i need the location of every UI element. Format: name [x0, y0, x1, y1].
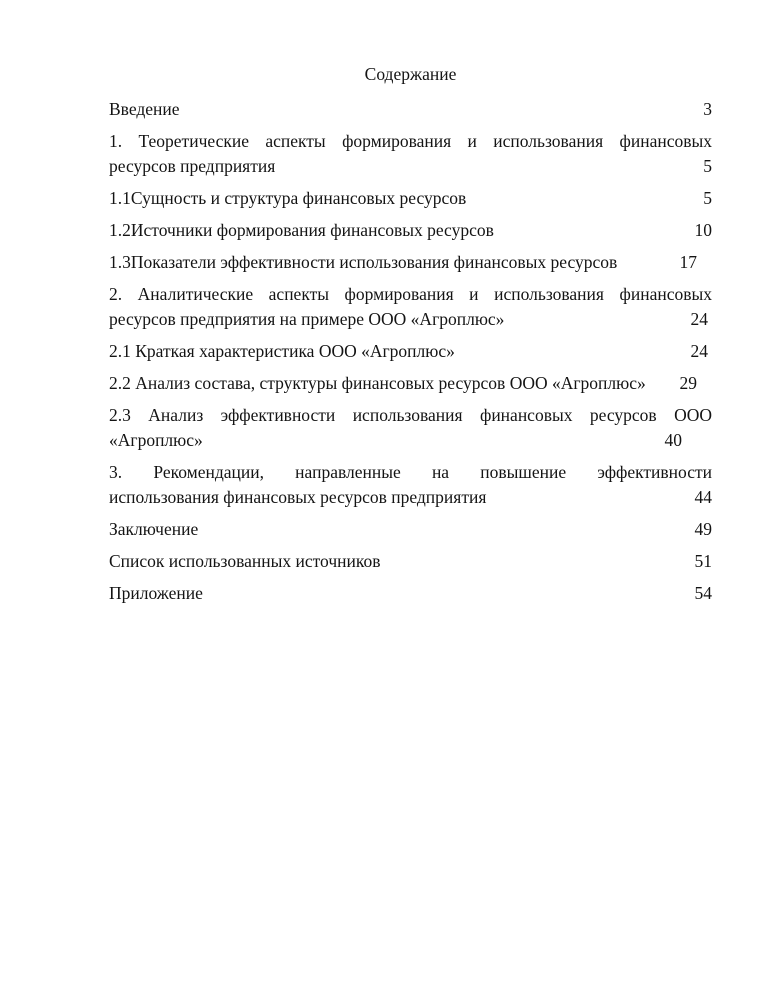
toc-entry-text	[109, 517, 712, 542]
toc-title: Содержание	[364, 64, 457, 84]
toc-entry	[109, 282, 712, 332]
toc-entries	[109, 97, 712, 606]
toc-page-number: 10	[694, 220, 712, 240]
toc-entry-text	[109, 403, 712, 453]
toc-entry-line: 1.3Показатели эффективности использования финансовых ресурсов	[109, 252, 618, 272]
toc-page-number: 44	[694, 487, 712, 507]
toc-entry-line: 1.2Источники формирования финансовых ресурсов	[109, 220, 494, 240]
toc-entry-line: 2.3 Анализ эффективности использования финансовых ресурсов ООО	[109, 405, 712, 425]
toc-entry-line: 1.1Сущность и структура финансовых ресурсов	[109, 188, 467, 208]
toc-entry	[109, 403, 712, 453]
toc-page-number: 17	[679, 252, 697, 272]
toc-entry-text	[109, 282, 712, 332]
toc-entry	[109, 339, 712, 364]
toc-page-number: 24	[690, 309, 708, 329]
toc-entry	[109, 250, 712, 275]
toc-entry-text	[109, 218, 712, 243]
toc-entry-line: Приложение	[109, 583, 203, 603]
toc-entry	[109, 97, 712, 122]
toc-content	[109, 62, 712, 606]
toc-entry-text	[109, 339, 712, 364]
toc-entry-line: 2.1 Краткая характеристика ООО «Агроплюс»	[109, 341, 455, 361]
toc-entry-text	[109, 97, 712, 122]
toc-entry-text	[109, 129, 712, 179]
toc-entry	[109, 517, 712, 542]
toc-page-number: 40	[664, 430, 682, 450]
toc-entry	[109, 218, 712, 243]
toc-entry-line: ресурсов предприятия на примере ООО «Агроплюс»	[109, 309, 505, 329]
toc-entry-text	[109, 549, 712, 574]
toc-entry-line: 2.2 Анализ состава, структуры финансовых ресурсов ООО «Агроплюс»	[109, 373, 646, 393]
toc-entry-line: «Агроплюс»	[109, 430, 203, 450]
toc-page-number: 49	[694, 519, 712, 539]
toc-entry-text	[109, 581, 712, 606]
toc-entry-text	[109, 460, 712, 510]
toc-page-number: 3	[703, 99, 712, 119]
toc-page-number: 24	[690, 341, 708, 361]
toc-entry	[109, 129, 712, 179]
toc-entry-line: использования финансовых ресурсов предприятия	[109, 487, 487, 507]
toc-entry	[109, 549, 712, 574]
toc-entry-line: Заключение	[109, 519, 199, 539]
toc-entry-line: 3. Рекомендации, направленные на повышение эффективности	[109, 462, 712, 482]
toc-page-number: 51	[694, 551, 712, 571]
toc-entry	[109, 186, 712, 211]
toc-page-number: 54	[694, 583, 712, 603]
toc-entry-line: ресурсов предприятия	[109, 156, 276, 176]
toc-page-number: 5	[703, 188, 712, 208]
toc-entry-line: Список использованных источников	[109, 551, 381, 571]
toc-entry-text	[109, 250, 712, 275]
toc-entry	[109, 371, 712, 396]
toc-entry-line: Введение	[109, 99, 180, 119]
toc-page-number: 29	[679, 373, 697, 393]
toc-entry	[109, 581, 712, 606]
toc-entry-line: 1. Теоретические аспекты формирования и использования финансовых	[109, 131, 712, 151]
toc-entry-line: 2. Аналитические аспекты формирования и использования финансовых	[109, 284, 712, 304]
toc-entry	[109, 460, 712, 510]
toc-entry-text	[109, 186, 712, 211]
toc-entry-text	[109, 371, 712, 396]
toc-page-number: 5	[703, 156, 712, 176]
